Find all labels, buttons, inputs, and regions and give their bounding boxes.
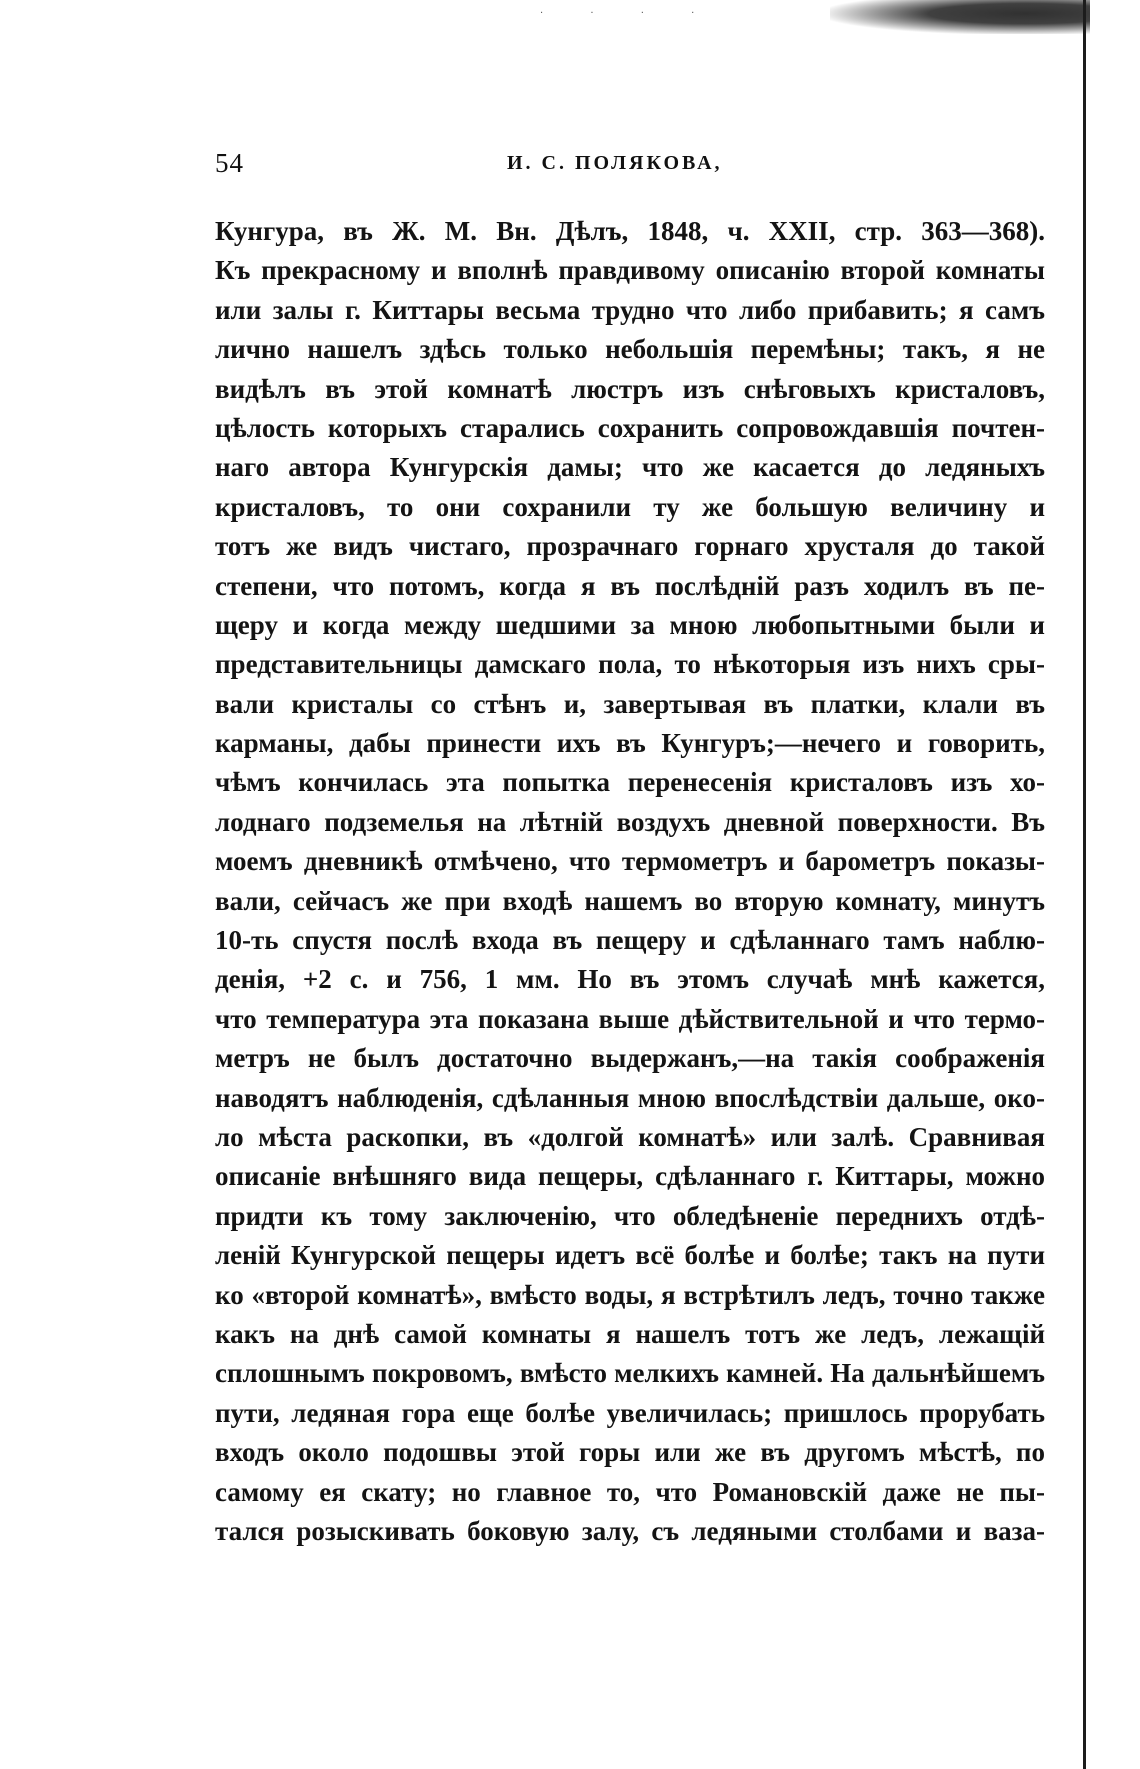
text-line: кристаловъ, то они сохранили ту же большую величину и	[215, 491, 1045, 522]
text-line: Кунгура, въ Ж. М. Вн. Дѣлъ, 1848, ч. XXII, стр. 363—368).	[215, 216, 1045, 246]
text-line: карманы, дабы принести ихъ въ Кунгуръ;—нечего и говорить,	[215, 728, 1045, 759]
text-line: вали, сейчасъ же при входѣ нашемъ во вторую комнату, минутъ	[215, 885, 1045, 916]
text-line: наводятъ наблюденія, сдѣланныя мною впослѣдствіи дальше, око-	[215, 1082, 1045, 1113]
text-line: ло мѣста раскопки, въ «долгой комнатѣ» или залѣ. Сравнивая	[215, 1121, 1045, 1152]
text-line: леній Кунгурской пещеры идетъ всё болѣе и болѣе; такъ на пути	[215, 1240, 1045, 1271]
text-line: входъ около подошвы этой горы или же въ другомъ мѣстѣ, по	[215, 1437, 1045, 1468]
text-line: цѣлость которыхъ старались сохранить сопровождавшія почтен-	[215, 412, 1045, 443]
text-line: тался розыскивать боковую залу, съ ледяными столбами и ваза-	[215, 1515, 1045, 1546]
text-line: сплошнымъ покровомъ, вмѣсто мелкихъ камней. На дальнѣйшемъ	[215, 1358, 1045, 1389]
text-line: видѣлъ въ этой комнатѣ люстръ изъ снѣговыхъ кристаловъ,	[215, 373, 1045, 404]
text-line: степени, что потомъ, когда я въ послѣдній разъ ходилъ въ пе-	[215, 570, 1045, 601]
text-line: что температура эта показана выше дѣйствительной и что термо-	[215, 1003, 1045, 1034]
text-line: тотъ же видъ чистаго, прозрачнаго горнаго хрусталя до такой	[215, 531, 1045, 562]
scan-specks: · · · ·	[540, 8, 717, 19]
text-line: придти къ тому заключенію, что обледѣненіе переднихъ отдѣ-	[215, 1200, 1045, 1231]
page-header	[215, 148, 1045, 184]
text-line: чѣмъ кончилась эта попытка перенесенія кристаловъ изъ хо-	[215, 767, 1045, 798]
running-head: И. С. ПОЛЯКОВА,	[507, 152, 723, 174]
text-line: ко «второй комнатѣ», вмѣсто воды, я встрѣтилъ ледъ, точно также	[215, 1279, 1045, 1310]
text-line: лично нашелъ здѣсь только небольшія перемѣны; такъ, я не	[215, 334, 1045, 365]
scan-smudge	[830, 0, 1090, 34]
text-line: самому ея скату; но главное то, что Романовскій даже не пы-	[215, 1476, 1045, 1507]
text-line: 10-ть спустя послѣ входа въ пещеру и сдѣланнаго тамъ наблю-	[215, 925, 1045, 956]
text-line: Къ прекрасному и вполнѣ правдивому описанію второй комнаты	[215, 255, 1045, 286]
text-line: щеру и когда между шедшими за мною любопытными были и	[215, 609, 1045, 640]
text-line: денія, +2 с. и 756, 1 мм. Но въ этомъ случаѣ мнѣ кажется,	[215, 964, 1045, 995]
text-line: лоднаго подземелья на лѣтній воздухъ дневной поверхности. Въ	[215, 806, 1045, 837]
text-line: наго автора Кунгурскія дамы; что же касается до ледяныхъ	[215, 452, 1045, 483]
text-line: представительницы дамскаго пола, то нѣкоторыя изъ нихъ сры-	[215, 649, 1045, 680]
text-line: вали кристалы со стѣнъ и, завертывая въ платки, клали въ	[215, 688, 1045, 719]
text-line: или залы г. Киттары весьма трудно что либо прибавить; я самъ	[215, 294, 1045, 325]
text-line: какъ на днѣ самой комнаты я нашелъ тотъ же ледъ, лежащій	[215, 1318, 1045, 1349]
text-line: пути, ледяная гора еще болѣе увеличилась; пришлось прорубать	[215, 1397, 1045, 1428]
text-line: описаніе внѣшняго вида пещеры, сдѣланнаго г. Киттары, можно	[215, 1161, 1045, 1192]
page-number: 54	[215, 148, 244, 178]
body-text	[215, 212, 1045, 1551]
text-line: моемъ дневникѣ отмѣчено, что термометръ и барометръ показы-	[215, 846, 1045, 877]
text-line: метръ не былъ достаточно выдержанъ,—на такія соображенія	[215, 1043, 1045, 1074]
scan-page-edge	[1083, 0, 1086, 1769]
